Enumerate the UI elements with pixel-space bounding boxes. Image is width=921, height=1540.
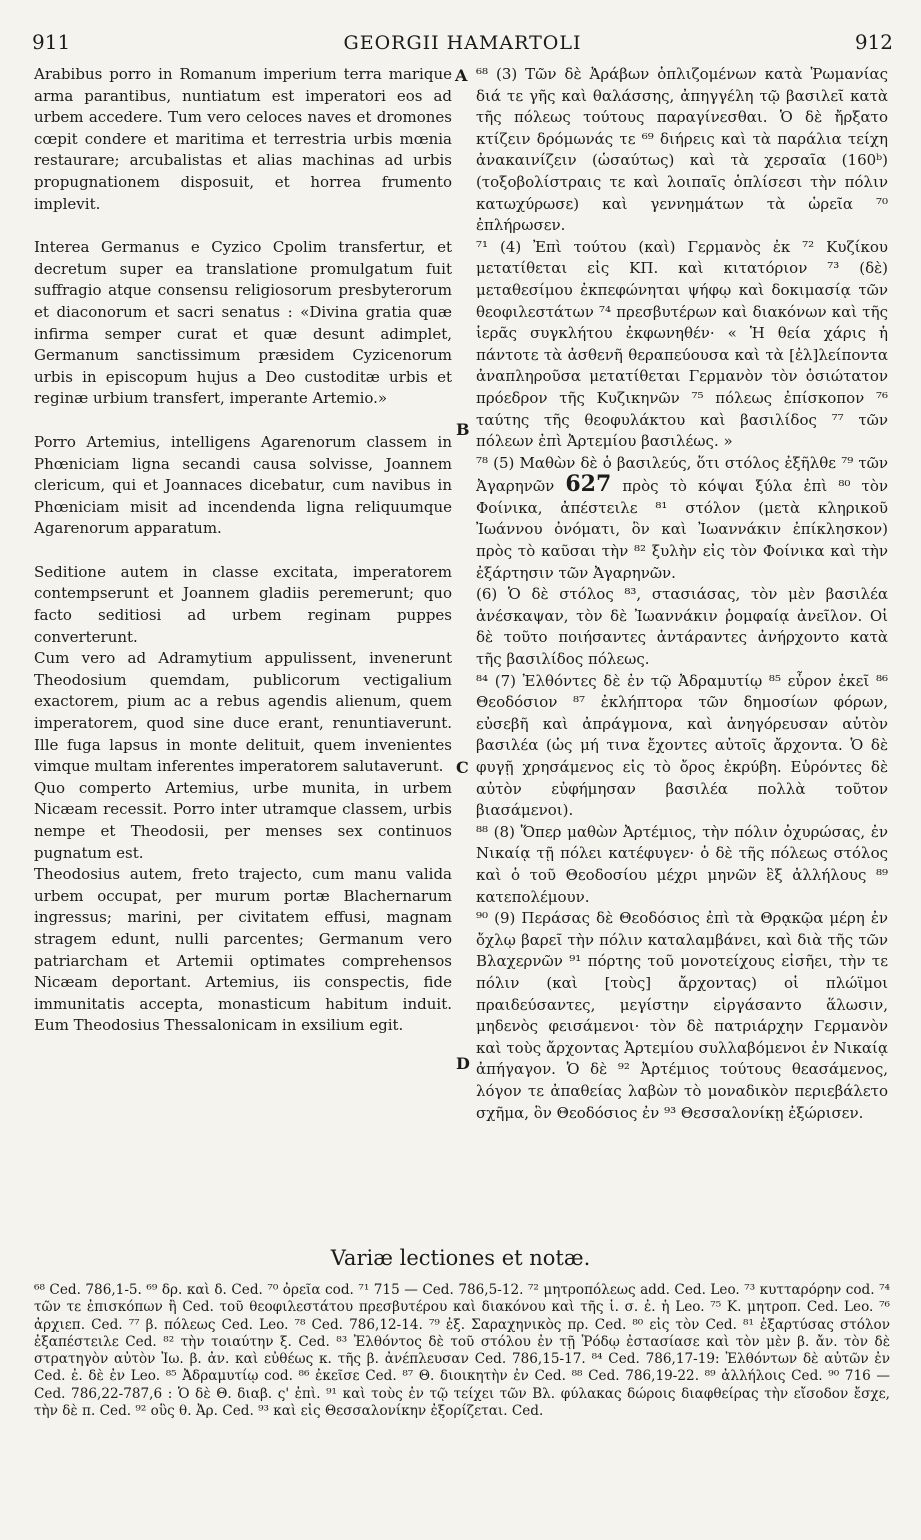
greek-paragraph: ⁷¹ (4) Ἐπὶ τούτου (καὶ) Γερμανὸς ἐκ ⁷² Κυζίκου μετατίθεται εἰς ΚΠ. καὶ κιτατόριον ⁷³ (δὲ) μεταθεσίμου ἐκπεφώνηται ψήφῳ καὶ δοκιμασίᾳ τῶν θεοφιλεστάτων ⁷⁴ πρεσβυτέρων καὶ διακόνων καὶ τῆς ἱερᾶς συγκλήτου ἐκφωνηθέν· « Ἡ θεία χάρις ἡ πάντοτε τὰ ἀσθενῆ θεραπεύουσα καὶ τὰ [ἐλ]λείποντα ἀναπληροῦσα μετατίθεται Γερμανὸν τὸν ὁσιώτατον πρόεδρον τῆς Κυζικηνῶν ⁷⁵ πόλεως ἐπίσκοπον ⁷⁶ ταύτης τῆς θεοφυλάκτου καὶ βασιλίδος ⁷⁷ τῶν πόλεων ἐπὶ Ἀρτεμίου βασιλέως. » bbox=[476, 237, 888, 451]
latin-paragraph: Seditione autem in classe excitata, imperatorem contempserunt et Joannem gladiis peremerunt; quo facto seditiosi ad urbem reginam puppes converterunt. bbox=[34, 562, 452, 646]
latin-paragraph: Cum vero ad Adramytium appulissent, invenerunt Theodosium quemdam, publicorum vectigalium exactorem, pium ac a rebus agendis alienum, quem imperatorem, quod sine duce erant, renuntiaverunt. Ille fuga lapsus in monte delituit, quem invenientes vimque multam inferentes imperatorem salutaverunt. bbox=[34, 649, 452, 776]
latin-paragraph: Quo comperto Artemius, urbe munita, in urbem Nicæam recessit. Porro inter utramque classem, urbis nempe et Theodosii, per menses sex continuos pugnatum est. bbox=[34, 778, 452, 862]
page-number-right: 912 bbox=[854, 30, 893, 54]
latin-paragraph: Theodosius autem, freto trajecto, cum manu valida urbem occupat, per murum portæ Blachernarum ingressus; marini, per civitatem effusi, magnam stragem edunt, nulli parcentes; Germanum vero patriarcham et Artemii optimates comprehensos Nicæam deportant. Artemius, iis conspectis, fide immunitatis accepta, monasticum habitum induit. Eum Theodosius Thessalonicam in exsilium egit. bbox=[34, 865, 452, 1035]
greek-paragraph: ⁸⁸ (8) Ὅπερ μαθὼν Ἀρτέμιος, τὴν πόλιν ὀχυρώσας, ἐν Νικαίᾳ τῇ πόλει κατέφυγεν· ὁ δὲ τῆς πόλεως στόλος καὶ ὁ τοῦ Θεοδοσίου μέχρι μηνῶν ἓξ ἀλλήλους ⁸⁹ κατεπολέμουν. bbox=[476, 822, 888, 906]
latin-paragraph: Interea Germanus e Cyzico Cpolim transfertur, et decretum super ea translatione promulgatum fuit suffragio atque consensu religiosorum presbyterorum et diaconorum et sacri senatus : «Divina gratia quæ infirma semper curat et quæ desunt adimplet, Germanum sanctissimum præsidem Cyzicenorum urbis in episcopum hujus a Deo custoditæ urbis et reginæ urbium transfert, imperante Artemio.» bbox=[34, 238, 452, 408]
margin-letter-c: C bbox=[456, 758, 469, 777]
page-header bbox=[32, 30, 893, 62]
page-reference-number: 627 bbox=[565, 471, 612, 498]
greek-text: ⁷⁸ (5) Μαθὼν δὲ ὁ βασιλεύς, ὅτι στόλος ἐξῆλθε ⁷⁹ τῶν Ἀγαρηνῶν bbox=[476, 453, 888, 496]
greek-text: πρὸς τὸ κόψαι ξύλα ἐπὶ ⁸⁰ τὸν Φοίνικα, ἀπέστειλε ⁸¹ στόλον (μετὰ κληρικοῦ Ἰωάννου ὀνόματι, ὃν καὶ Ἰωαννάκιν ἐπίκλησκον) πρὸς τὸ καῦσαι τὴν ⁸² ξυλὴν εἰς τὸν Φοίνικα καὶ τὴν ἐξάρτησιν τῶν Ἀγαρηνῶν. bbox=[476, 477, 888, 582]
greek-paragraph: ⁸⁴ (7) Ἐλθόντες δὲ ἐν τῷ Ἀδραμυτίῳ ⁸⁵ εὗρον ἐκεῖ ⁸⁶ Θεοδόσιον ⁸⁷ ἐκλήπτορα τῶν δημοσίων φόρων, εὐσεβῆ καὶ ἀπράγμονα, καὶ ἀνηγόρευσαν αὐτὸν βασιλέα (ὡς μή τινα ἔχοντες αὐτοῖς ἄρχοντα. Ὁ δὲ φυγῇ χρησάμενος εἰς τὸ ὄρος ἐκρύβη. Εὑρόντες δὲ αὐτὸν εὐφήμησαν βασιλέα πολλὰ τοῦτον βιασάμενοι). bbox=[476, 671, 888, 820]
latin-paragraph: Arabibus porro in Romanum imperium terra marique arma parantibus, nuntiatum est imperatori eos ad urbem accedere. Tum vero celoces naves et dromones cœpit condere et maritima et terrestria urbis mœnia restaurare; arcubalistas et alias machinas ad urbis propugnationem disposuit, et horrea frumento implevit. bbox=[34, 65, 452, 213]
notes-title: Variæ lectiones et notæ. bbox=[330, 1246, 591, 1270]
greek-paragraph: (6) Ὁ δὲ στόλος ⁸³, στασιάσας, τὸν μὲν βασιλέα ἀνέσκαψαν, τὸν δὲ Ἰωαννάκιν ῥομφαίᾳ ἀνεῖλον. Οἱ δὲ τοῦτο ποιήσαντες ἀντάραντες ἀνήρχοντο κατὰ τῆς βασιλίδος πόλεως. bbox=[476, 585, 888, 669]
greek-paragraph: ⁹⁰ (9) Περάσας δὲ Θεοδόσιος ἐπὶ τὰ Θρᾳκῷα μέρη ἐν ὄχλῳ βαρεῖ τὴν πόλιν καταλαμβάνει, καὶ διὰ τῆς τῶν Βλαχερνῶν ⁹¹ πόρτης τοῦ μονοτείχους εἰσῆει, τὴν τε πόλιν (καὶ [τοὺς] ἄρχοντας) οἱ πλώϊμοι πραιδεύσαντες, μεγίστην εἰργάσαντο ἅλωσιν, μηδενὸς φεισάμενοι· τὸν δὲ πατριάρχην Γερμανὸν καὶ τοὺς ἄρχοντας Ἀρτεμίου συλλαβόμενοι ἐν Νικαίᾳ ἀπήγαγον. Ὁ δὲ ⁹² Ἀρτέμιος τούτους θεασάμενος, λόγον τε ἀπαθείας λαβὼν τὸ μοναδικὸν περιεβάλετο σχῆμα, ὃν Θεοδόσιος ἐν ⁹³ Θεσσαλονίκῃ ἐξώρισεν. bbox=[476, 909, 888, 1122]
margin-letter-d: D bbox=[456, 1054, 470, 1073]
greek-column bbox=[476, 64, 888, 1124]
greek-paragraph bbox=[476, 453, 888, 585]
greek-paragraph: ⁶⁸ (3) Τῶν δὲ Ἀράβων ὁπλιζομένων κατὰ Ῥωμανίας διά τε γῆς καὶ θαλάσσης, ἀπηγγέλη τῷ βασιλεῖ κατὰ τῆς πόλεως τούτους παραγίνεσθαι. Ὁ δὲ ἤρξατο κτίζειν δρόμωνάς τε ⁶⁹ διήρεις καὶ τὰ παράλια τείχη ἀνακαινίζειν (ὡσαύτως) καὶ τὰ χερσαῖα (160ᵇ) (τοξοβολίστραις τε καὶ λοιπαῖς ὁπλίσεσι τὴν πόλιν κατωχύρωσε) καὶ γεννημάτων τὰ ὡρεῖα ⁷⁰ ἐπλήρωσεν. bbox=[476, 65, 888, 235]
latin-paragraph: Porro Artemius, intelligens Agarenorum classem in Phœniciam ligna secandi causa solvisse, Joannem clericum, qui et Joannaces dicebatur, cum navibus in Phœniciam misit ad incendenda ligna reliquumque Agarenorum apparatum. bbox=[34, 432, 452, 538]
running-title: GEORGII HAMARTOLI bbox=[343, 32, 582, 54]
margin-letter-a: A bbox=[455, 66, 468, 85]
margin-letter-b: B bbox=[456, 420, 470, 439]
page-number-left: 911 bbox=[32, 30, 71, 54]
variant-notes: ⁶⁸ Ced. 786,1-5. ⁶⁹ δρ. καὶ δ. Ced. ⁷⁰ ὀρεῖα cod. ⁷¹ 715 — Ced. 786,5-12. ⁷² μητροπόλεως add. Ced. Leo. ⁷³ κυτταρόρην cod. ⁷⁴ τῶν τε ἐπισκόπων ἢ Ced. τοῦ θεοφιλεστάτου πρεσβυτέρου καὶ διακόνου καὶ τῆς ἱ. σ. ἐ. ἡ Leo. ⁷⁵ Κ. μητροπ. Ced. Leo. ⁷⁶ ἀρχιεπ. Ced. ⁷⁷ β. πόλεως Ced. Leo. ⁷⁸ Ced. 786,12-14. ⁷⁹ ἐξ. Σαραχηνικὸς πρ. Ced. ⁸⁰ εἰς τὸν Ced. ⁸¹ ἐξαρτύσας στόλον ἐξαπέστειλε Ced. ⁸² τὴν τοιαύτην ξ. Ced. ⁸³ Ἐλθόντος δὲ τοῦ στόλου ἐν τῇ Ῥόδῳ ἐστασίασε καὶ τὸν μὲν β. ἄν. τὸν δὲ στρατηγὸν αὐτὸν Ἰω. β. ἀν. καὶ εὐθέως κ. τῆς β. ἀνέπλευσαν Ced. 786,15-17. ⁸⁴ Ced. 786,17-19: Ἐλθόντων δὲ αὐτῶν ἐν Ced. ἐ. δὲ ἐν Leo. ⁸⁵ Ἀδραμυτίῳ cod. ⁸⁶ ἐκεῖσε Ced. ⁸⁷ Θ. διοικητὴν ἐν Ced. ⁸⁸ Ced. 786,19-22. ⁸⁹ ἀλλήλοις Ced. ⁹⁰ 716 — Ced. 786,22-787,6 : Ὁ δὲ Θ. διαβ. ς' ἐπὶ. ⁹¹ καὶ τοὺς ἐν τῷ τείχει τῶν Βλ. φύλακας δώροις διαφθείρας τὴν εἴσοδον ἔσχε, τὴν δὲ π. Ced. ⁹² οὓς θ. Ἀρ. Ced. ⁹³ καὶ εἰς Θεσσαλονίκην ἐξορίζεται. Ced. bbox=[34, 1282, 890, 1420]
latin-column bbox=[34, 64, 452, 1037]
